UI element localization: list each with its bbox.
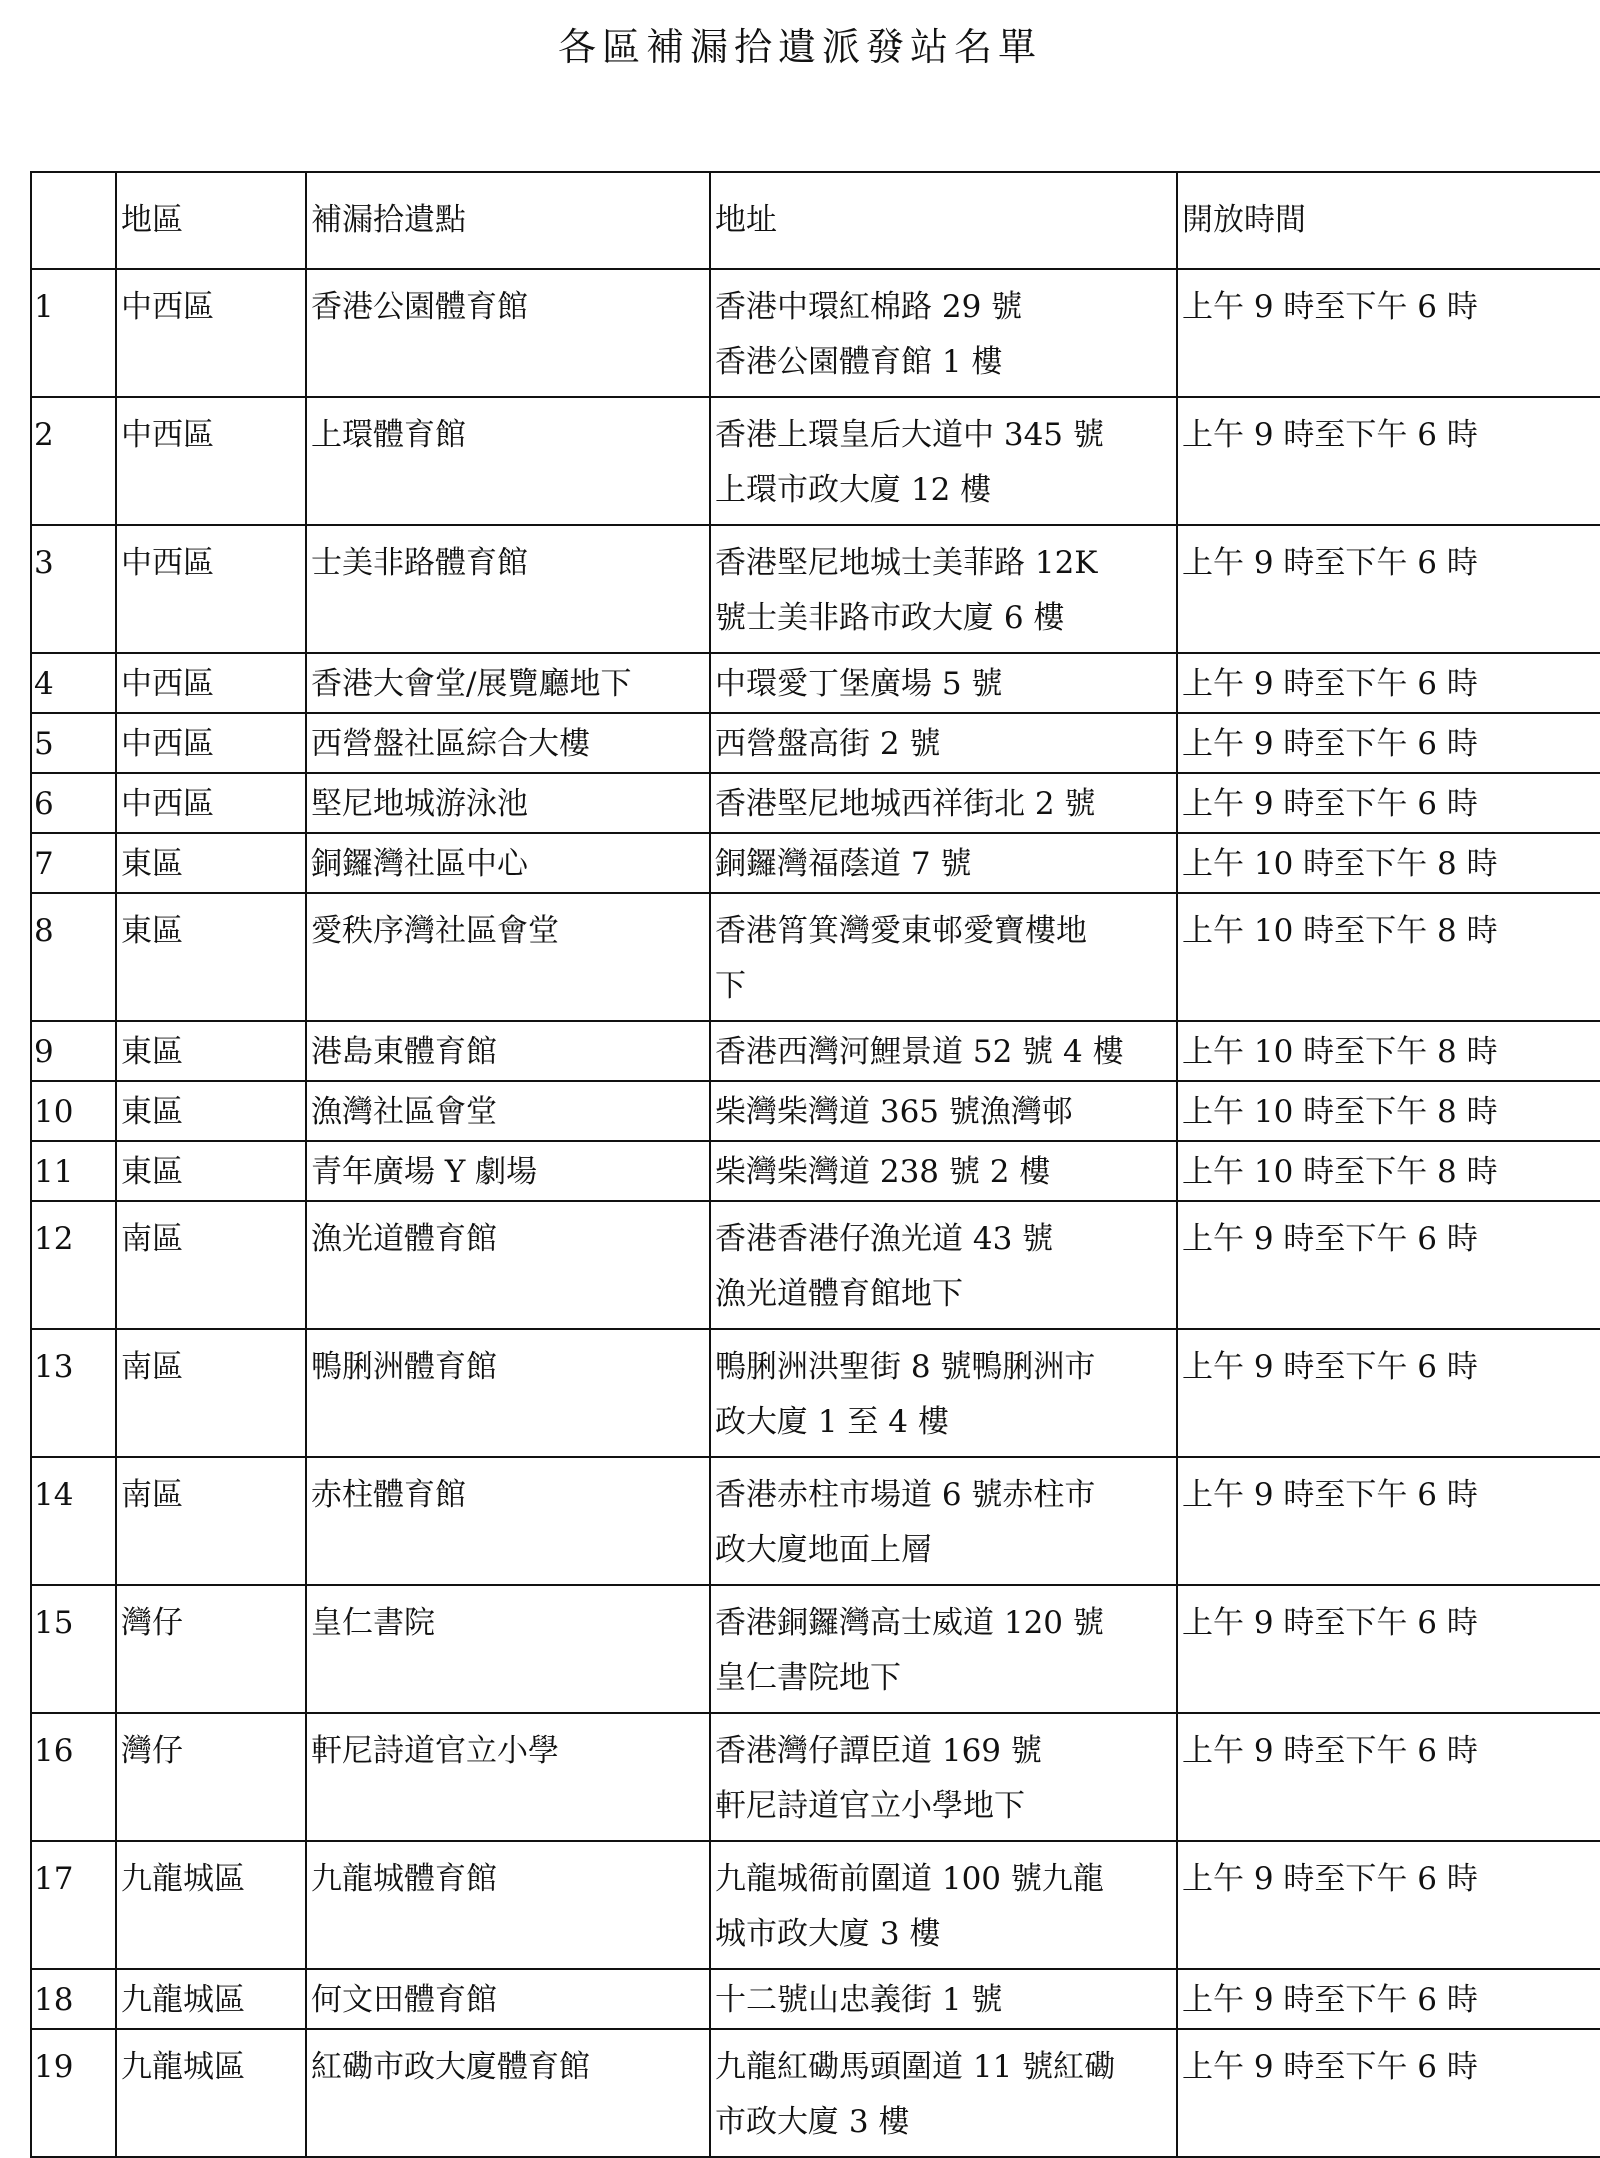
cell-number: 9 [31, 1021, 116, 1081]
table-header-row [31, 172, 1600, 269]
cell-hours: 上午 9 時至下午 6 時 [1177, 2029, 1600, 2157]
cell-point: 漁灣社區會堂 [306, 1081, 710, 1141]
cell-district: 九龍城區 [116, 1841, 306, 1969]
cell-district: 中西區 [116, 269, 306, 397]
cell-district: 灣仔 [116, 1585, 306, 1713]
cell-point: 愛秩序灣社區會堂 [306, 893, 710, 1021]
cell-number: 7 [31, 833, 116, 893]
cell-address: 九龍城衙前圍道 100 號九龍 城市政大廈 3 樓 [710, 1841, 1177, 1969]
cell-point: 紅磡市政大廈體育館 [306, 2029, 710, 2157]
cell-point: 青年廣場 Y 劇場 [306, 1141, 710, 1201]
cell-point: 何文田體育館 [306, 1969, 710, 2029]
cell-address: 銅鑼灣福蔭道 7 號 [710, 833, 1177, 893]
cell-hours: 上午 10 時至下午 8 時 [1177, 1021, 1600, 1081]
cell-district: 南區 [116, 1457, 306, 1585]
cell-district: 九龍城區 [116, 2029, 306, 2157]
cell-point: 上環體育館 [306, 397, 710, 525]
cell-number: 4 [31, 653, 116, 713]
cell-point: 西營盤社區綜合大樓 [306, 713, 710, 773]
table-row [31, 397, 1600, 525]
cell-number: 8 [31, 893, 116, 1021]
cell-district: 中西區 [116, 713, 306, 773]
table-row [31, 1201, 1600, 1329]
cell-number: 11 [31, 1141, 116, 1201]
cell-hours: 上午 9 時至下午 6 時 [1177, 525, 1600, 653]
cell-hours: 上午 9 時至下午 6 時 [1177, 397, 1600, 525]
table-row [31, 1585, 1600, 1713]
cell-number: 12 [31, 1201, 116, 1329]
cell-number: 15 [31, 1585, 116, 1713]
cell-address: 香港香港仔漁光道 43 號 漁光道體育館地下 [710, 1201, 1177, 1329]
cell-hours: 上午 9 時至下午 6 時 [1177, 1329, 1600, 1457]
cell-point: 軒尼詩道官立小學 [306, 1713, 710, 1841]
cell-point: 香港公園體育館 [306, 269, 710, 397]
cell-number: 16 [31, 1713, 116, 1841]
cell-district: 東區 [116, 893, 306, 1021]
cell-address: 柴灣柴灣道 365 號漁灣邨 [710, 1081, 1177, 1141]
cell-point: 港島東體育館 [306, 1021, 710, 1081]
cell-hours: 上午 10 時至下午 8 時 [1177, 1141, 1600, 1201]
cell-district: 九龍城區 [116, 1969, 306, 2029]
cell-number: 13 [31, 1329, 116, 1457]
cell-hours: 上午 9 時至下午 6 時 [1177, 1713, 1600, 1841]
cell-district: 中西區 [116, 773, 306, 833]
cell-address: 十二號山忠義街 1 號 [710, 1969, 1177, 2029]
table-row [31, 1713, 1600, 1841]
table-row [31, 2029, 1600, 2157]
cell-hours: 上午 9 時至下午 6 時 [1177, 773, 1600, 833]
cell-number: 2 [31, 397, 116, 525]
cell-hours: 上午 9 時至下午 6 時 [1177, 1457, 1600, 1585]
cell-district: 中西區 [116, 397, 306, 525]
header-point: 補漏拾遺點 [306, 172, 710, 269]
cell-number: 19 [31, 2029, 116, 2157]
cell-address: 香港筲箕灣愛東邨愛寶樓地 下 [710, 893, 1177, 1021]
table-row [31, 833, 1600, 893]
table-row [31, 1969, 1600, 2029]
cell-address: 鴨脷洲洪聖街 8 號鴨脷洲市 政大廈 1 至 4 樓 [710, 1329, 1177, 1457]
cell-point: 九龍城體育館 [306, 1841, 710, 1969]
cell-number: 14 [31, 1457, 116, 1585]
cell-district: 東區 [116, 1081, 306, 1141]
header-district: 地區 [116, 172, 306, 269]
table-row [31, 893, 1600, 1021]
cell-hours: 上午 9 時至下午 6 時 [1177, 713, 1600, 773]
table-row [31, 1457, 1600, 1585]
cell-point: 香港大會堂/展覽廳地下 [306, 653, 710, 713]
cell-number: 10 [31, 1081, 116, 1141]
cell-district: 中西區 [116, 525, 306, 653]
cell-address: 九龍紅磡馬頭圍道 11 號紅磡 市政大廈 3 樓 [710, 2029, 1177, 2157]
table-body [31, 269, 1600, 2157]
table-row [31, 1329, 1600, 1457]
cell-number: 3 [31, 525, 116, 653]
cell-hours: 上午 9 時至下午 6 時 [1177, 1585, 1600, 1713]
table-row [31, 653, 1600, 713]
page-title: 各區補漏拾遺派發站名單 [557, 25, 1042, 69]
table-row [31, 1841, 1600, 1969]
cell-address: 香港西灣河鯉景道 52 號 4 樓 [710, 1021, 1177, 1081]
cell-number: 6 [31, 773, 116, 833]
cell-address: 香港上環皇后大道中 345 號 上環市政大廈 12 樓 [710, 397, 1177, 525]
cell-point: 銅鑼灣社區中心 [306, 833, 710, 893]
cell-address: 柴灣柴灣道 238 號 2 樓 [710, 1141, 1177, 1201]
header-number [31, 172, 116, 269]
cell-address: 西營盤高街 2 號 [710, 713, 1177, 773]
cell-hours: 上午 10 時至下午 8 時 [1177, 1081, 1600, 1141]
cell-hours: 上午 9 時至下午 6 時 [1177, 269, 1600, 397]
cell-address: 中環愛丁堡廣場 5 號 [710, 653, 1177, 713]
table-row [31, 1021, 1600, 1081]
cell-address: 香港堅尼地城西祥街北 2 號 [710, 773, 1177, 833]
cell-point: 士美非路體育館 [306, 525, 710, 653]
cell-address: 香港堅尼地城士美菲路 12K 號士美非路市政大廈 6 樓 [710, 525, 1177, 653]
table-row [31, 773, 1600, 833]
cell-district: 東區 [116, 1141, 306, 1201]
cell-point: 赤柱體育館 [306, 1457, 710, 1585]
cell-hours: 上午 10 時至下午 8 時 [1177, 833, 1600, 893]
cell-district: 南區 [116, 1329, 306, 1457]
cell-number: 5 [31, 713, 116, 773]
cell-point: 皇仁書院 [306, 1585, 710, 1713]
table-row [31, 269, 1600, 397]
cell-hours: 上午 9 時至下午 6 時 [1177, 1841, 1600, 1969]
cell-hours: 上午 9 時至下午 6 時 [1177, 1201, 1600, 1329]
cell-point: 漁光道體育館 [306, 1201, 710, 1329]
cell-address: 香港銅鑼灣高士威道 120 號 皇仁書院地下 [710, 1585, 1177, 1713]
cell-hours: 上午 9 時至下午 6 時 [1177, 653, 1600, 713]
cell-point: 鴨脷洲體育館 [306, 1329, 710, 1457]
cell-district: 東區 [116, 1021, 306, 1081]
cell-hours: 上午 9 時至下午 6 時 [1177, 1969, 1600, 2029]
cell-district: 東區 [116, 833, 306, 893]
table-row [31, 525, 1600, 653]
cell-address: 香港灣仔譚臣道 169 號 軒尼詩道官立小學地下 [710, 1713, 1177, 1841]
cell-district: 灣仔 [116, 1713, 306, 1841]
table-row [31, 713, 1600, 773]
header-address: 地址 [710, 172, 1177, 269]
cell-number: 18 [31, 1969, 116, 2029]
cell-address: 香港中環紅棉路 29 號 香港公園體育館 1 樓 [710, 269, 1177, 397]
header-hours: 開放時間 [1177, 172, 1600, 269]
table-row [31, 1141, 1600, 1201]
table-row [31, 1081, 1600, 1141]
station-table [30, 171, 1600, 2158]
cell-address: 香港赤柱市場道 6 號赤柱市 政大廈地面上層 [710, 1457, 1177, 1585]
cell-district: 中西區 [116, 653, 306, 713]
cell-number: 1 [31, 269, 116, 397]
cell-number: 17 [31, 1841, 116, 1969]
cell-point: 堅尼地城游泳池 [306, 773, 710, 833]
cell-hours: 上午 10 時至下午 8 時 [1177, 893, 1600, 1021]
cell-district: 南區 [116, 1201, 306, 1329]
